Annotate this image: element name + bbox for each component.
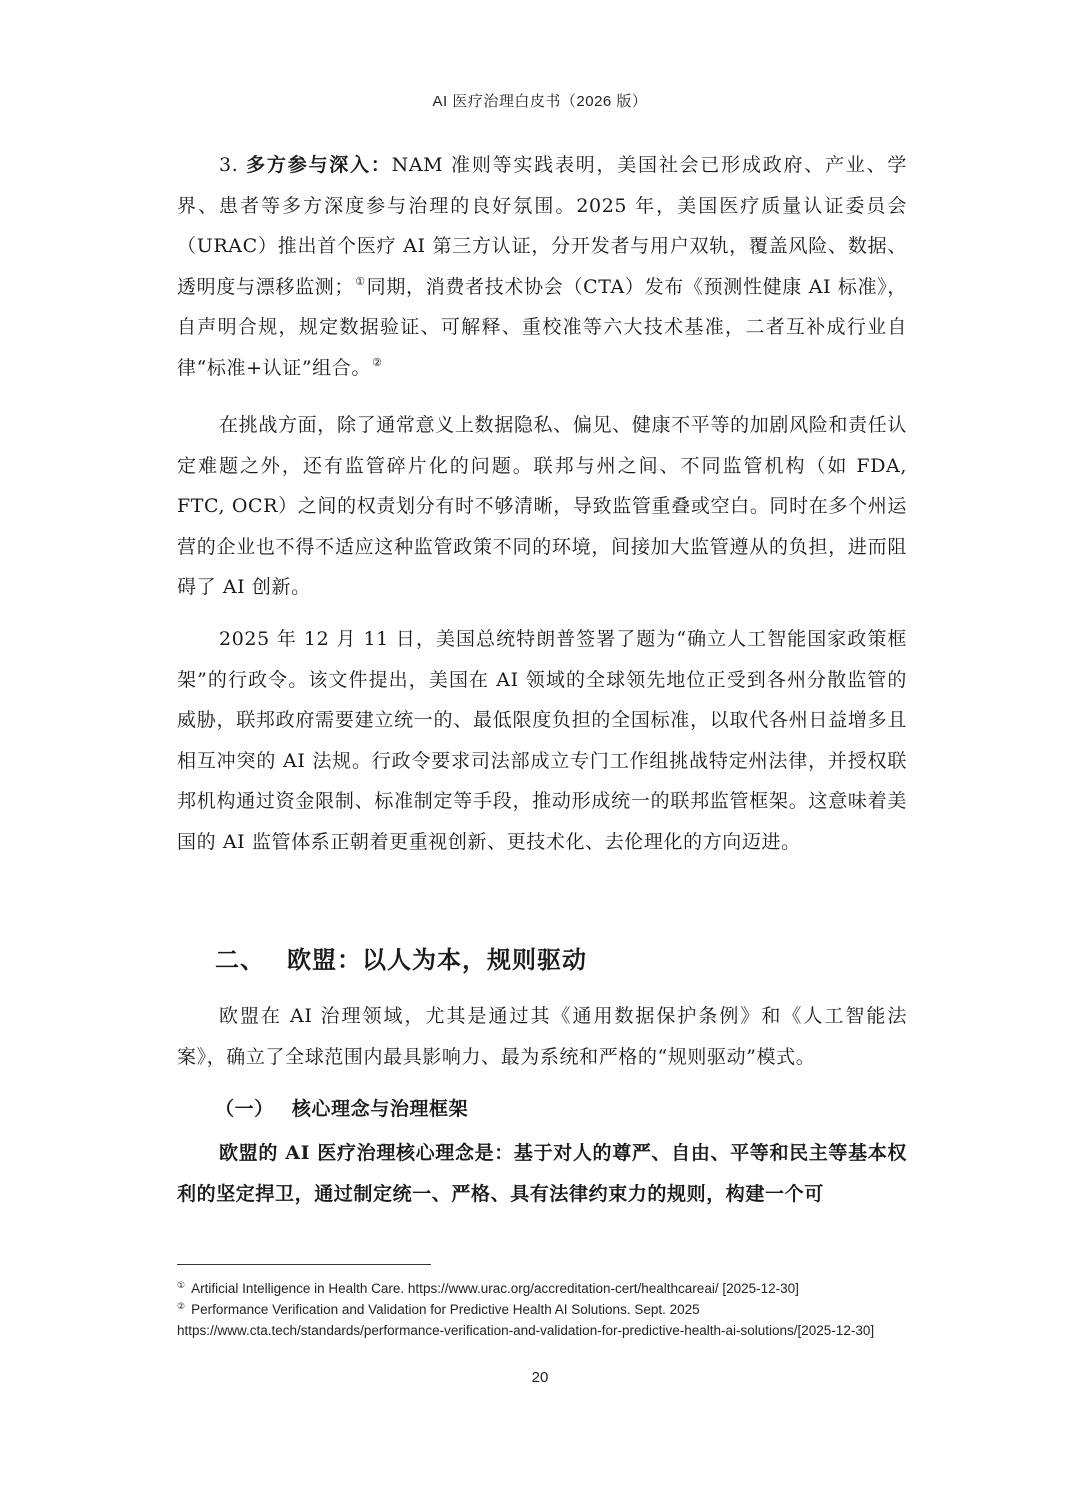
section-heading-number: 二、 (215, 945, 265, 974)
paragraph-text-b: 同期，消费者技术协会（CTA）发布《预测性健康 AI 标准》，自声明合规，规定数据验证、可解释、重校准等六大技术基准，二者互补成行业自律“标准+认证”组合。 (177, 275, 907, 379)
paragraph-eu-core-idea (177, 1133, 907, 1214)
page-number: 20 (531, 1369, 549, 1386)
footnotes (177, 1278, 907, 1341)
paragraph-multi-stakeholder (177, 145, 907, 388)
paragraph-eu-intro (177, 996, 907, 1077)
paragraph-text: 2025 年 12 月 11 日，美国总统特朗普签署了题为“确立人工智能国家政策框架”的行政令。该文件提出，美国在 AI 领域的全球领先地位正受到各州分散监管的威胁，联邦政府需要建立统一的、最低限度负担的全国标准，以取代各州日益增多且相互冲突的 AI 法规。行政令要求司法部成立专门工作组挑战特定州法律，并授权联邦机构通过资金限制、标准制定等手段，推动形成统一的联邦监管框架。这意味着美国的 AI 监管体系正朝着更重视创新、更技术化、去伦理化的方向迈进。 (177, 628, 907, 853)
footnote-mark: ① (177, 1280, 186, 1290)
paragraph-text (177, 145, 907, 388)
paragraph-text: 欧盟的 AI 医疗治理核心理念是：基于对人的尊严、自由、平等和民主等基本权利的坚定捍卫，通过制定统一、严格、具有法律约束力的规则，构建一个可 (177, 1142, 907, 1205)
paragraph-text: 欧盟在 AI 治理领域，尤其是通过其《通用数据保护条例》和《人工智能法案》，确立了全球范围内最具影响力、最为系统和严格的“规则驱动”模式。 (177, 1005, 907, 1068)
running-header: AI 医疗治理白皮书（2026 版） (432, 93, 648, 110)
footnote-divider (177, 1264, 431, 1265)
paragraph-text: 在挑战方面，除了通常意义上数据隐私、偏见、健康不平等的加剧风险和责任认定难题之外，还有监管碎片化的问题。联邦与州之间、不同监管机构（如 FDA, FTC, OCR）之间的权责划分有时不够清晰，导致监管重叠或空白。同时在多个州运营的企业也不得不适应这种监管政策不同的环境，间接加大监管遵从的负担，进而阻碍了 AI 创新。 (177, 414, 907, 598)
paragraph-executive-order (177, 619, 907, 862)
footnote-text: Performance Verification and Validation for Predictive Health AI Solutions. Sept. 2025 (191, 1302, 700, 1317)
footnote-reference-1[interactable]: ① (355, 274, 366, 288)
section-heading (215, 940, 587, 975)
paragraph-text-a: NAM 准则等实践表明，美国社会已形成政府、产业、学界、患者等多方深度参与治理的良好氛围。2025 年，美国医疗质量认证委员会（URAC）推出首个医疗 AI 第三方认证，分开发者与用户双轨，覆盖风险、数据、透明度与漂移监测； (177, 154, 908, 298)
footnote-reference-2[interactable]: ② (371, 355, 383, 369)
subsection-heading (215, 1094, 468, 1121)
footnote-text[interactable]: Artificial Intelligence in Health Care. https://www.urac.org/accreditation-cert/healthcareai/ [2025-12-30] (191, 1281, 799, 1296)
section-heading-title: 欧盟：以人为本，规则驱动 (287, 945, 587, 974)
footnote-mark: ② (177, 1301, 186, 1311)
footnote-1 (177, 1278, 907, 1299)
bold-lead: 多方参与深入： (246, 154, 392, 176)
footnote-2 (177, 1299, 907, 1320)
subsection-heading-title: 核心理念与治理框架 (291, 1098, 469, 1120)
subsection-heading-number: （一） (215, 1098, 274, 1120)
paragraph-challenges (177, 405, 907, 608)
footnote-2-url[interactable]: https://www.cta.tech/standards/performance-verification-and-validation-for-predictive-health-ai-solutions/[2025-12-30] (177, 1323, 875, 1338)
list-number: 3. (219, 154, 247, 176)
